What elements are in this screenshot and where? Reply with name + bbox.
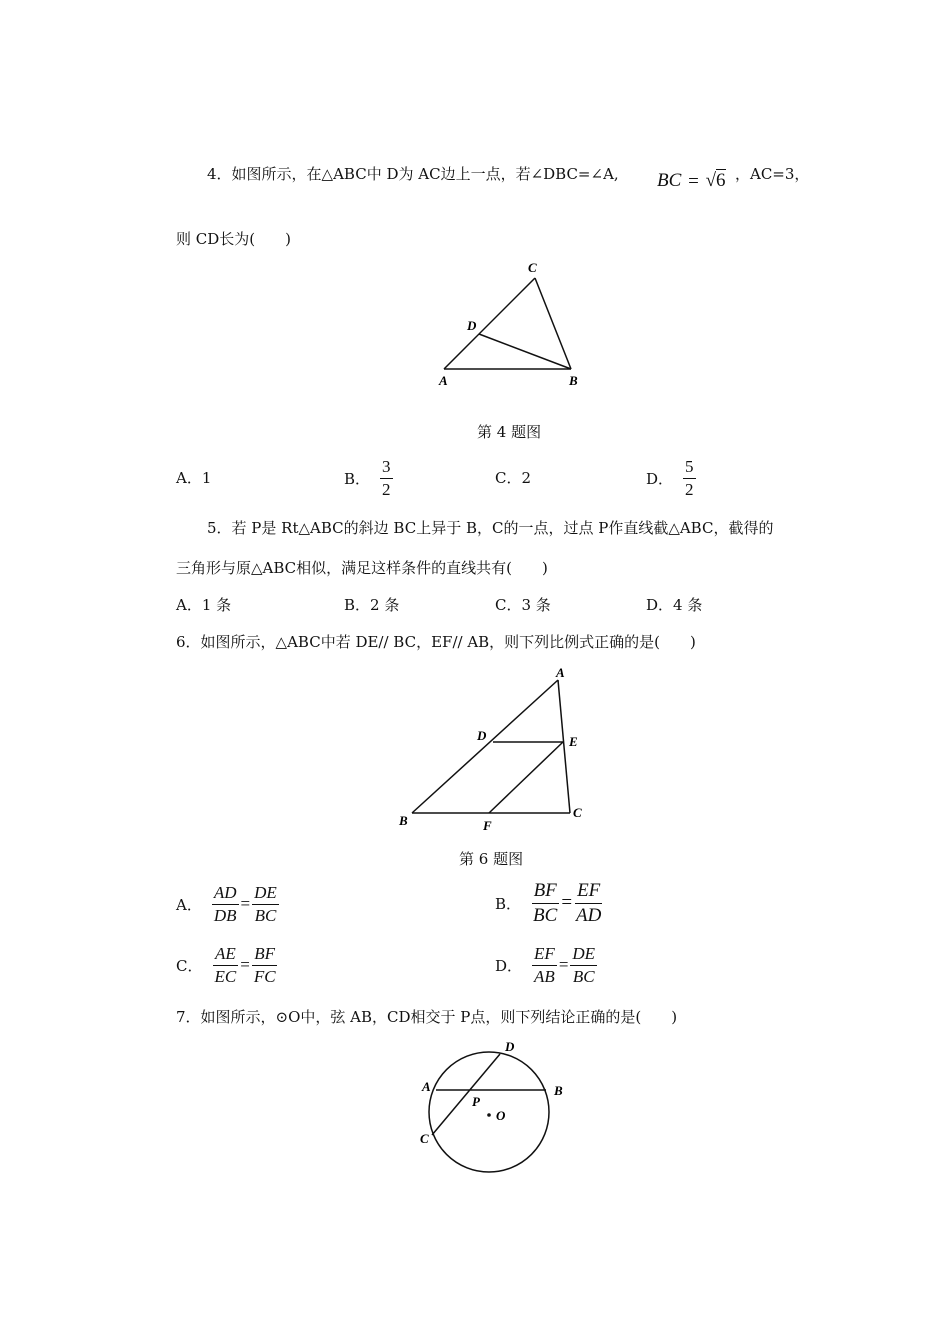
q6-option-d-left-den: AB <box>534 966 555 986</box>
q7-circle <box>429 1052 549 1172</box>
q6-option-b <box>495 881 603 926</box>
q4-label-a: A <box>439 373 448 388</box>
q6-label-e: E <box>569 734 578 749</box>
q6-label-a: A <box>556 665 565 680</box>
q7-center-dot <box>487 1113 491 1117</box>
q4-option-d-den: 2 <box>685 479 694 499</box>
q4-option-d-letter: D． <box>646 469 674 488</box>
q5-option-a: A．1 条 <box>176 596 232 614</box>
q5-option-b: B．2 条 <box>344 596 400 614</box>
q6-option-c-left-num: AE <box>213 945 238 966</box>
q6-option-b-right-num: EF <box>575 881 602 904</box>
q4-segment-ac <box>444 278 535 369</box>
q6-option-a-right-num: DE <box>252 884 279 905</box>
q5-option-c: C．3 条 <box>495 596 551 614</box>
q7-chord-cd <box>432 1054 500 1135</box>
q4-bc-formula <box>657 170 726 193</box>
q6-option-b-letter: B． <box>495 894 522 913</box>
q4-segment-db <box>479 334 571 369</box>
q4-segment-cb <box>535 278 571 369</box>
q6-option-c-letter: C． <box>176 956 203 975</box>
q6-option-c <box>176 945 278 986</box>
q6-option-b-left-den: BC <box>533 904 558 926</box>
q5-option-d: D．4 条 <box>646 596 703 614</box>
q4-bc-eq: = <box>688 171 699 192</box>
q4-text-line2: 则 CD长为( ) <box>176 230 291 248</box>
q6-option-d-letter: D． <box>495 956 523 975</box>
q6-option-b-right <box>574 881 603 926</box>
q7-text-line1: 7．如图所示，⊙O中，弦 AB，CD相交于 P点，则下列结论正确的是( ) <box>176 1008 678 1026</box>
q6-option-b-left-num: BF <box>532 881 559 904</box>
q4-option-b-den: 2 <box>382 479 391 499</box>
q4-label-b: B <box>569 373 578 388</box>
q4-option-b <box>344 458 393 499</box>
q4-option-a-letter: A． <box>176 469 202 487</box>
q6-figure <box>390 660 600 840</box>
q4-label-d: D <box>467 318 477 333</box>
q6-option-d-right <box>570 945 597 986</box>
q6-option-c-right <box>252 945 278 986</box>
q4-option-a <box>176 467 211 488</box>
q6-option-a-left <box>212 884 239 925</box>
q5-text-line2: 三角形与原△ABC相似，满足这样条件的直线共有( ) <box>176 559 548 577</box>
q6-label-f: F <box>483 818 492 833</box>
q4-option-a-value: 1 <box>201 469 212 487</box>
q6-option-b-left <box>531 881 559 926</box>
q6-option-d-left <box>532 945 557 986</box>
q6-label-b: B <box>399 813 408 828</box>
q6-option-c-right-den: FC <box>253 966 276 986</box>
q6-option-a-letter: A． <box>176 895 202 914</box>
q4-option-b-fraction <box>380 458 393 499</box>
q7-label-b: B <box>554 1083 563 1098</box>
q6-segment-ab <box>412 680 558 813</box>
q7-label-c: C <box>420 1131 429 1146</box>
q6-option-d <box>495 945 597 986</box>
q6-segment-ef <box>489 742 563 813</box>
q6-option-b-right-den: AD <box>576 904 602 926</box>
q6-option-d-left-num: EF <box>532 945 557 966</box>
q6-option-d-eq: = <box>558 955 569 975</box>
q7-label-p: P <box>472 1094 480 1109</box>
q7-label-a: A <box>422 1079 431 1094</box>
sqrt-icon: √ <box>705 170 716 191</box>
q6-option-a-left-num: AD <box>212 884 239 905</box>
q4-text-line1-tail: ，AC=3， <box>735 165 810 183</box>
q4-caption: 第 4 题图 <box>477 423 542 441</box>
q6-label-c: C <box>573 805 582 820</box>
q4-option-d-fraction <box>683 458 696 499</box>
q4-option-d-num: 5 <box>683 458 696 479</box>
q4-option-b-num: 3 <box>380 458 393 479</box>
q6-option-d-right-num: DE <box>570 945 597 966</box>
q4-bc-lhs: BC <box>657 170 682 191</box>
q4-option-c-letter: C． <box>495 469 522 487</box>
q6-caption: 第 6 题图 <box>459 850 524 868</box>
q7-label-d: D <box>505 1039 515 1054</box>
q6-option-a-eq: = <box>240 894 251 914</box>
q5-text-line1: 5．若 P是 Rt△ABC的斜边 BC上异于 B，C的一点，过点 P作直线截△ABC，截得的 <box>207 519 774 537</box>
q4-option-c-value: 2 <box>521 469 532 487</box>
q4-bc-radicand: 6 <box>716 170 726 191</box>
q4-text-line1: 4．如图所示，在△ABC中 D为 AC边上一点，若∠DBC=∠A, <box>207 165 619 183</box>
q6-option-c-right-num: BF <box>252 945 277 966</box>
q6-option-a-right <box>252 884 279 925</box>
q7-figure <box>410 1035 580 1180</box>
q4-label-c: C <box>528 260 537 275</box>
q4-option-b-letter: B． <box>344 469 371 488</box>
q7-label-o: O <box>496 1108 506 1123</box>
q6-option-d-right-den: BC <box>572 966 595 986</box>
q6-option-b-eq: = <box>561 892 573 914</box>
q4-option-c <box>495 467 531 488</box>
q6-option-c-left-den: EC <box>214 966 237 986</box>
q6-label-d: D <box>477 728 487 743</box>
q6-option-c-left <box>212 945 238 986</box>
q6-option-c-eq: = <box>240 955 250 975</box>
q6-option-a-right-den: BC <box>254 905 277 925</box>
q6-text-line1: 6．如图所示，△ABC中若 DE// BC，EF// AB，则下列比例式正确的是( ) <box>176 633 696 651</box>
q6-option-a-left-den: DB <box>213 905 237 925</box>
q4-option-d <box>646 458 696 499</box>
q4-figure <box>430 255 600 395</box>
q6-option-a <box>176 884 279 925</box>
